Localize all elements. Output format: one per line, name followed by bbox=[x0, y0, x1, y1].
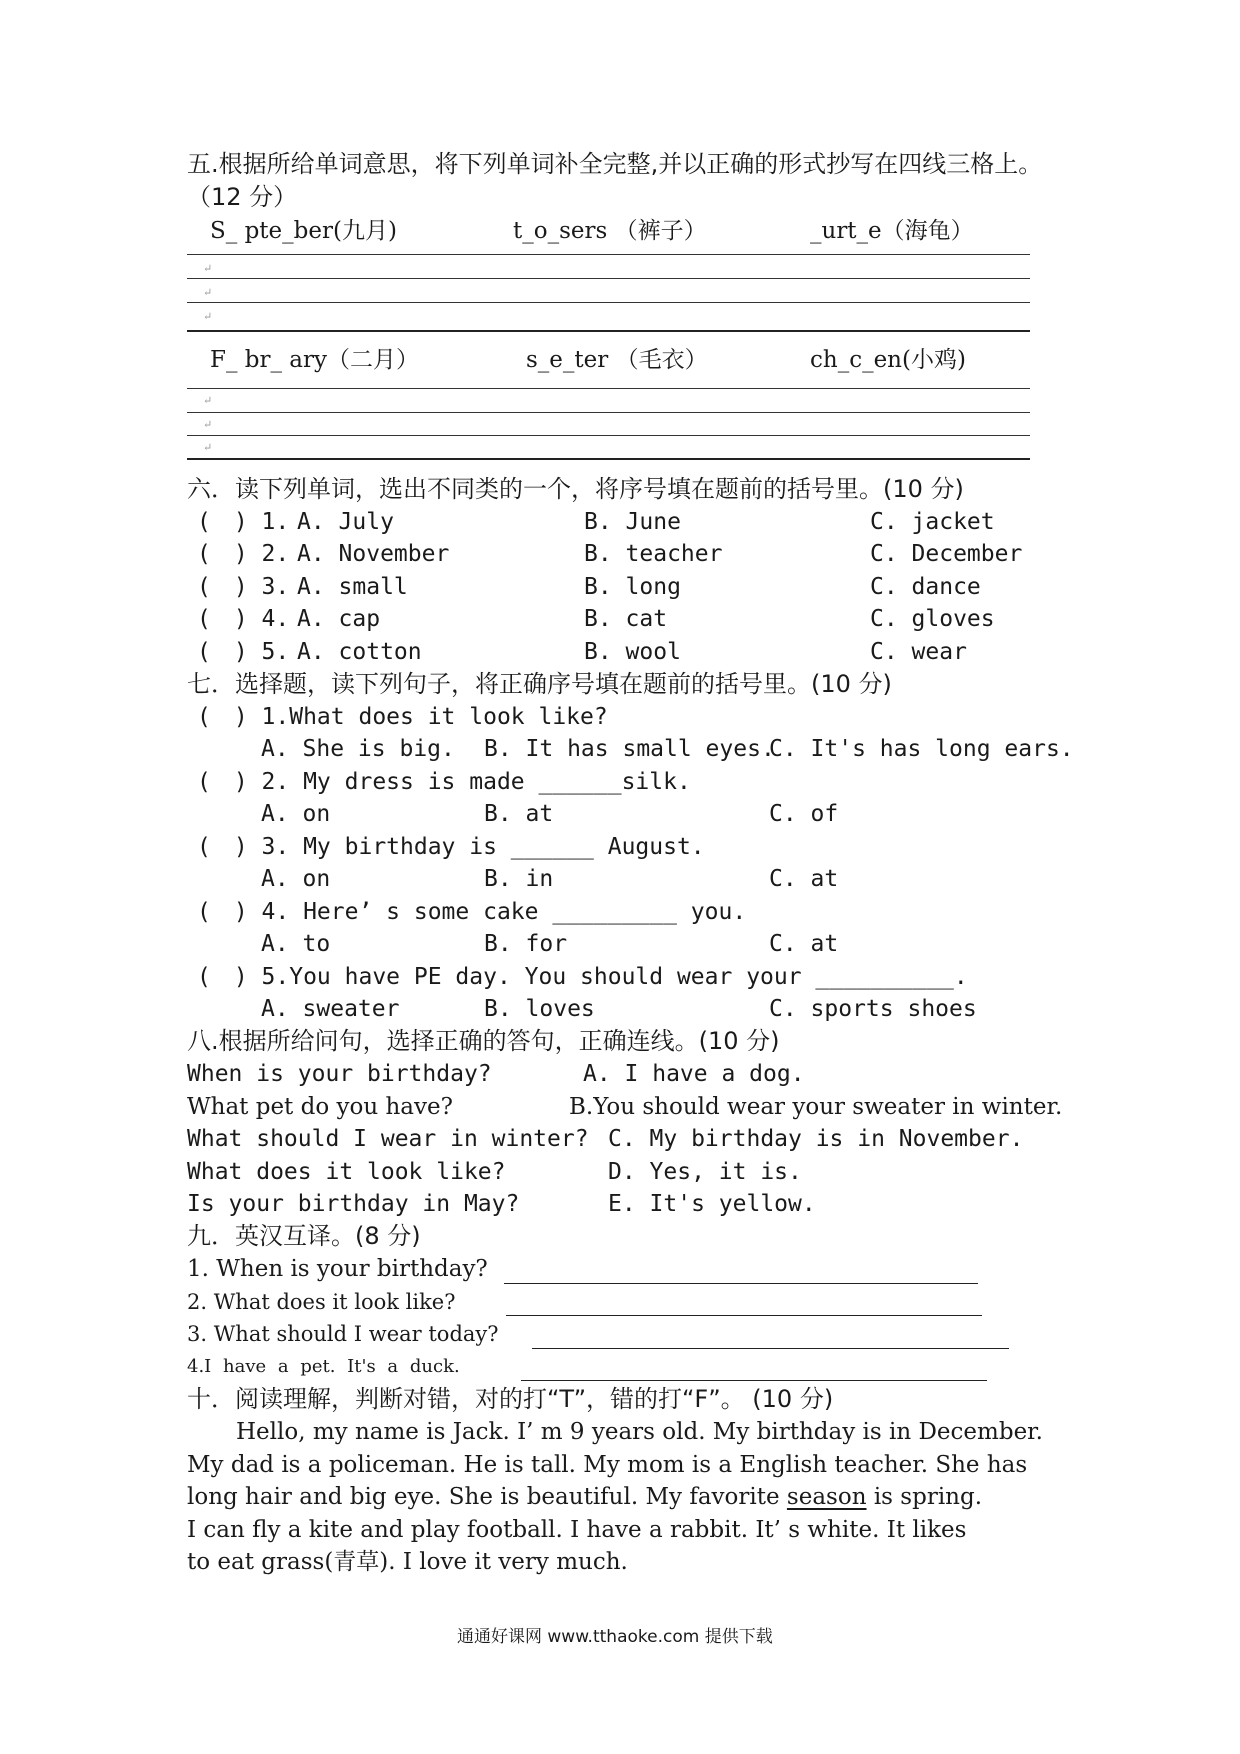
question: ( ) 2. My dress is made ______silk. bbox=[197, 769, 691, 795]
option-b: B. at bbox=[484, 801, 554, 827]
section-5-score: （12 分） bbox=[187, 183, 298, 211]
option-c: C. gloves bbox=[870, 606, 995, 632]
answer-line[interactable] bbox=[504, 1283, 978, 1284]
passage-line: My dad is a policeman. He is tall. My mom is a English teacher. She has bbox=[187, 1452, 1028, 1478]
writing-line bbox=[187, 435, 1030, 436]
option-c: C. at bbox=[769, 866, 839, 892]
option-a: A. on bbox=[261, 801, 331, 827]
return-mark: ↵ bbox=[203, 310, 213, 323]
section-10-title: 十．阅读理解，判断对错，对的打“T”，错的打“F”。 (10 分) bbox=[187, 1385, 834, 1413]
option-a: A. on bbox=[261, 866, 331, 892]
writing-line bbox=[187, 278, 1030, 279]
passage-line bbox=[187, 1482, 982, 1512]
match-question: What does it look like? bbox=[187, 1159, 506, 1185]
option-c: C. It's has long ears. bbox=[769, 736, 1074, 762]
question: ( ) 1.What does it look like? bbox=[197, 704, 608, 730]
section-7-title: 七．选择题，读下列句子，将正确序号填在题前的括号里。(10 分) bbox=[187, 670, 892, 698]
section-6-title: 六．读下列单词，选出不同类的一个，将序号填在题前的括号里。(10 分) bbox=[187, 475, 964, 503]
writing-line bbox=[187, 388, 1030, 389]
passage-line: I can fly a kite and play football. I have a rabbit. It’ s white. It likes bbox=[187, 1517, 967, 1543]
option-c: C. jacket bbox=[870, 509, 995, 535]
writing-line bbox=[187, 254, 1030, 255]
option-c: C. of bbox=[769, 801, 839, 827]
option-b: B. long bbox=[584, 574, 681, 600]
question: ( ) 3. My birthday is ______ August. bbox=[197, 834, 705, 860]
return-mark: ↵ bbox=[203, 418, 213, 431]
translate-item: 1. When is your birthday? bbox=[187, 1256, 488, 1282]
word-prompt: s_e_ter （毛衣） bbox=[526, 347, 708, 373]
answer-line[interactable] bbox=[532, 1348, 1009, 1349]
answer-line[interactable] bbox=[506, 1315, 982, 1316]
section-8-title: 八.根据所给问句，选择正确的答句，正确连线。(10 分) bbox=[187, 1027, 780, 1055]
section-5-title: 五.根据所给单词意思，将下列单词补全完整,并以正确的形式抄写在四线三格上。 bbox=[187, 150, 1043, 178]
option-c: C. dance bbox=[870, 574, 981, 600]
option-b: B. June bbox=[584, 509, 681, 535]
word-prompt: t_o_sers （裤子） bbox=[513, 218, 707, 244]
match-question: Is your birthday in May? bbox=[187, 1191, 520, 1217]
option-a: A. She is big. bbox=[261, 736, 455, 762]
match-question: What should I wear in winter? bbox=[187, 1126, 589, 1152]
writing-line bbox=[187, 302, 1030, 303]
match-answer: A. I have a dog. bbox=[583, 1061, 805, 1087]
word-prompt: F_ br_ ary（二月） bbox=[210, 347, 419, 373]
item-number: ( ) 3. bbox=[197, 574, 290, 600]
option-b: B. for bbox=[484, 931, 568, 957]
return-mark: ↵ bbox=[203, 286, 213, 299]
match-answer: B.You should wear your sweater in winter. bbox=[569, 1094, 1063, 1120]
translate-item: 3. What should I wear today? bbox=[187, 1322, 499, 1346]
option-b: B. It has small eyes. bbox=[484, 736, 775, 762]
passage-line: Hello, my name is Jack. I’ m 9 years old. My birthday is in December. bbox=[236, 1419, 1043, 1445]
option-b: B. teacher bbox=[584, 541, 723, 567]
question: ( ) 4. Here’ s some cake _________ you. bbox=[197, 899, 747, 925]
writing-baseline bbox=[187, 458, 1030, 460]
match-answer: C. My birthday is in November. bbox=[608, 1126, 1024, 1152]
match-answer: D. Yes, it is. bbox=[608, 1159, 802, 1185]
translate-item: 2. What does it look like? bbox=[187, 1290, 456, 1314]
writing-line bbox=[187, 412, 1030, 413]
option-c: C. sports shoes bbox=[769, 996, 977, 1022]
translate-item: 4.I have a pet. It's a duck. bbox=[187, 1356, 460, 1377]
option-c: C. wear bbox=[870, 639, 967, 665]
option-a: A. cap bbox=[297, 606, 381, 632]
option-b: B. cat bbox=[584, 606, 668, 632]
option-a: A. cotton bbox=[297, 639, 422, 665]
option-c: C. at bbox=[769, 931, 839, 957]
page-footer: 通通好课网 www.tthaoke.com 提供下载 bbox=[457, 1627, 773, 1647]
question: ( ) 5.You have PE day. You should wear your __________. bbox=[197, 964, 968, 990]
word-prompt: ch_c_en(小鸡) bbox=[810, 347, 966, 373]
option-b: B. wool bbox=[584, 639, 681, 665]
option-c: C. December bbox=[870, 541, 1023, 567]
item-number: ( ) 2. bbox=[197, 541, 290, 567]
item-number: ( ) 4. bbox=[197, 606, 290, 632]
word-prompt: S_ pte_ber(九月) bbox=[210, 218, 397, 244]
return-mark: ↵ bbox=[203, 441, 213, 454]
answer-line[interactable] bbox=[521, 1380, 987, 1381]
underlined-word: season bbox=[786, 1484, 867, 1510]
option-a: A. small bbox=[297, 574, 408, 600]
match-question: When is your birthday? bbox=[187, 1061, 492, 1087]
match-answer: E. It's yellow. bbox=[608, 1191, 816, 1217]
option-b: B. loves bbox=[484, 996, 595, 1022]
passage-text: long hair and big eye. She is beautiful. My favorite bbox=[187, 1484, 787, 1510]
passage-line: to eat grass(青草). I love it very much. bbox=[187, 1549, 628, 1575]
option-b: B. in bbox=[484, 866, 554, 892]
section-9-title: 九．英汉互译。(8 分) bbox=[187, 1222, 421, 1250]
item-number: ( ) 1. bbox=[197, 509, 290, 535]
writing-baseline bbox=[187, 330, 1030, 332]
match-question: What pet do you have? bbox=[187, 1094, 453, 1120]
word-prompt: _urt_e（海龟） bbox=[810, 218, 974, 244]
return-mark: ↵ bbox=[203, 262, 213, 275]
option-a: A. to bbox=[261, 931, 331, 957]
return-mark: ↵ bbox=[203, 394, 213, 407]
option-a: A. July bbox=[297, 509, 394, 535]
option-a: A. sweater bbox=[261, 996, 400, 1022]
item-number: ( ) 5. bbox=[197, 639, 290, 665]
option-a: A. November bbox=[297, 541, 450, 567]
passage-text: is spring. bbox=[866, 1484, 983, 1510]
